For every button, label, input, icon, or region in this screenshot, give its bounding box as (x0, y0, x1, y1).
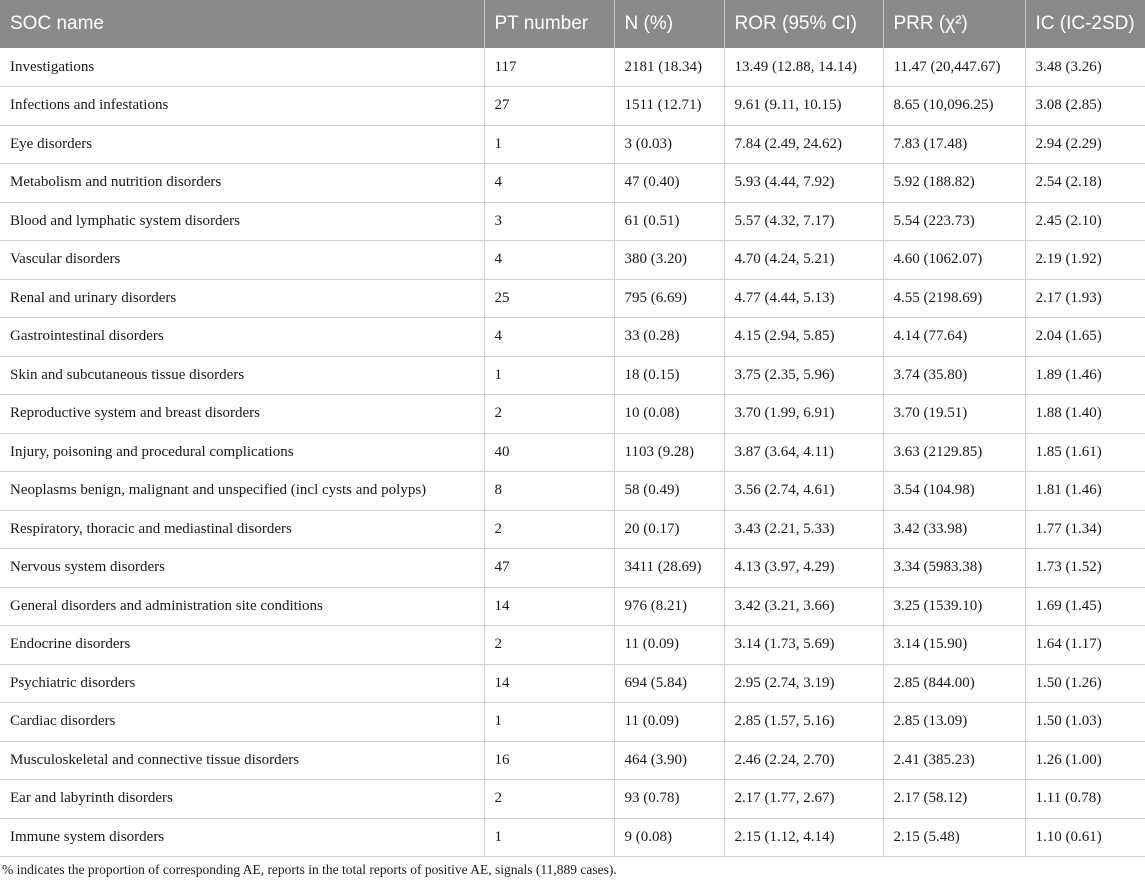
header-ic: IC (IC-2SD) (1025, 0, 1145, 48)
ic-cell: 2.04 (1.65) (1025, 318, 1145, 357)
ror-cell: 3.70 (1.99, 6.91) (724, 395, 883, 434)
n-percent-cell: 18 (0.15) (614, 356, 724, 395)
table-row (0, 818, 1145, 857)
ic-cell: 3.08 (2.85) (1025, 87, 1145, 126)
prr-cell: 2.85 (844.00) (883, 664, 1025, 703)
n-percent-cell: 47 (0.40) (614, 164, 724, 203)
ic-cell: 1.26 (1.00) (1025, 741, 1145, 780)
ic-cell: 1.10 (0.61) (1025, 818, 1145, 857)
pt-number-cell: 25 (484, 279, 614, 318)
table-row (0, 549, 1145, 588)
ic-cell: 1.88 (1.40) (1025, 395, 1145, 434)
ror-cell: 5.57 (4.32, 7.17) (724, 202, 883, 241)
ror-cell: 3.75 (2.35, 5.96) (724, 356, 883, 395)
prr-cell: 4.60 (1062.07) (883, 241, 1025, 280)
prr-cell: 4.14 (77.64) (883, 318, 1025, 357)
soc-name-cell: Psychiatric disorders (0, 664, 484, 703)
pt-number-cell: 1 (484, 703, 614, 742)
n-percent-cell: 10 (0.08) (614, 395, 724, 434)
soc-name-cell: Musculoskeletal and connective tissue disorders (0, 741, 484, 780)
soc-name-cell: General disorders and administration site conditions (0, 587, 484, 626)
prr-cell: 2.41 (385.23) (883, 741, 1025, 780)
table-row (0, 433, 1145, 472)
soc-name-cell: Immune system disorders (0, 818, 484, 857)
ic-cell: 1.50 (1.03) (1025, 703, 1145, 742)
n-percent-cell: 11 (0.09) (614, 703, 724, 742)
ic-cell: 3.48 (3.26) (1025, 48, 1145, 87)
n-percent-cell: 464 (3.90) (614, 741, 724, 780)
table-row (0, 318, 1145, 357)
table-row (0, 741, 1145, 780)
soc-name-cell: Neoplasms benign, malignant and unspecified (incl cysts and polyps) (0, 472, 484, 511)
table-row (0, 510, 1145, 549)
soc-name-cell: Injury, poisoning and procedural complications (0, 433, 484, 472)
soc-name-cell: Ear and labyrinth disorders (0, 780, 484, 819)
pt-number-cell: 2 (484, 780, 614, 819)
n-percent-cell: 58 (0.49) (614, 472, 724, 511)
n-percent-cell: 3 (0.03) (614, 125, 724, 164)
ror-cell: 4.77 (4.44, 5.13) (724, 279, 883, 318)
soc-name-cell: Eye disorders (0, 125, 484, 164)
n-percent-cell: 3411 (28.69) (614, 549, 724, 588)
pt-number-cell: 1 (484, 818, 614, 857)
ic-cell: 1.11 (0.78) (1025, 780, 1145, 819)
pt-number-cell: 2 (484, 395, 614, 434)
prr-cell: 3.74 (35.80) (883, 356, 1025, 395)
table-row (0, 703, 1145, 742)
prr-cell: 5.92 (188.82) (883, 164, 1025, 203)
ror-cell: 4.15 (2.94, 5.85) (724, 318, 883, 357)
n-percent-cell: 9 (0.08) (614, 818, 724, 857)
soc-name-cell: Investigations (0, 48, 484, 87)
soc-name-cell: Renal and urinary disorders (0, 279, 484, 318)
pt-number-cell: 4 (484, 164, 614, 203)
pt-number-cell: 8 (484, 472, 614, 511)
table-row (0, 202, 1145, 241)
prr-cell: 8.65 (10,096.25) (883, 87, 1025, 126)
pt-number-cell: 16 (484, 741, 614, 780)
pt-number-cell: 47 (484, 549, 614, 588)
n-percent-cell: 380 (3.20) (614, 241, 724, 280)
header-prr: PRR (χ²) (883, 0, 1025, 48)
ic-cell: 1.64 (1.17) (1025, 626, 1145, 665)
soc-name-cell: Reproductive system and breast disorders (0, 395, 484, 434)
prr-cell: 2.15 (5.48) (883, 818, 1025, 857)
ror-cell: 3.87 (3.64, 4.11) (724, 433, 883, 472)
soc-name-cell: Vascular disorders (0, 241, 484, 280)
soc-name-cell: Endocrine disorders (0, 626, 484, 665)
ic-cell: 1.69 (1.45) (1025, 587, 1145, 626)
pt-number-cell: 117 (484, 48, 614, 87)
ror-cell: 2.85 (1.57, 5.16) (724, 703, 883, 742)
pt-number-cell: 4 (484, 241, 614, 280)
soc-name-cell: Infections and infestations (0, 87, 484, 126)
n-percent-cell: 976 (8.21) (614, 587, 724, 626)
ror-cell: 4.13 (3.97, 4.29) (724, 549, 883, 588)
header-n-percent: N (%) (614, 0, 724, 48)
prr-cell: 3.54 (104.98) (883, 472, 1025, 511)
table-row (0, 356, 1145, 395)
table-row (0, 472, 1145, 511)
ic-cell: 2.45 (2.10) (1025, 202, 1145, 241)
n-percent-cell: 694 (5.84) (614, 664, 724, 703)
ror-cell: 5.93 (4.44, 7.92) (724, 164, 883, 203)
soc-name-cell: Cardiac disorders (0, 703, 484, 742)
table-row (0, 164, 1145, 203)
pt-number-cell: 1 (484, 356, 614, 395)
soc-name-cell: Nervous system disorders (0, 549, 484, 588)
ror-cell: 2.46 (2.24, 2.70) (724, 741, 883, 780)
n-percent-cell: 11 (0.09) (614, 626, 724, 665)
pt-number-cell: 2 (484, 510, 614, 549)
table-header (0, 0, 1145, 48)
ic-cell: 2.54 (2.18) (1025, 164, 1145, 203)
prr-cell: 3.70 (19.51) (883, 395, 1025, 434)
header-row (0, 0, 1145, 48)
pt-number-cell: 27 (484, 87, 614, 126)
prr-cell: 5.54 (223.73) (883, 202, 1025, 241)
soc-name-cell: Skin and subcutaneous tissue disorders (0, 356, 484, 395)
soc-name-cell: Respiratory, thoracic and mediastinal disorders (0, 510, 484, 549)
n-percent-cell: 1511 (12.71) (614, 87, 724, 126)
ror-cell: 2.17 (1.77, 2.67) (724, 780, 883, 819)
ror-cell: 13.49 (12.88, 14.14) (724, 48, 883, 87)
prr-cell: 7.83 (17.48) (883, 125, 1025, 164)
ror-cell: 9.61 (9.11, 10.15) (724, 87, 883, 126)
table-row (0, 395, 1145, 434)
header-pt-number: PT number (484, 0, 614, 48)
prr-cell: 3.25 (1539.10) (883, 587, 1025, 626)
ic-cell: 1.85 (1.61) (1025, 433, 1145, 472)
ic-cell: 1.50 (1.26) (1025, 664, 1145, 703)
pt-number-cell: 40 (484, 433, 614, 472)
ic-cell: 2.17 (1.93) (1025, 279, 1145, 318)
soc-name-cell: Gastrointestinal disorders (0, 318, 484, 357)
pt-number-cell: 1 (484, 125, 614, 164)
ror-cell: 3.42 (3.21, 3.66) (724, 587, 883, 626)
n-percent-cell: 93 (0.78) (614, 780, 724, 819)
ror-cell: 2.15 (1.12, 4.14) (724, 818, 883, 857)
n-percent-cell: 20 (0.17) (614, 510, 724, 549)
table-row (0, 87, 1145, 126)
ic-cell: 2.94 (2.29) (1025, 125, 1145, 164)
prr-cell: 2.17 (58.12) (883, 780, 1025, 819)
n-percent-cell: 2181 (18.34) (614, 48, 724, 87)
table-footnote: % indicates the proportion of corresponding AE, reports in the total reports of positive AE, signals (11,889 cases). (2, 862, 617, 877)
table-row (0, 664, 1145, 703)
ror-cell: 3.14 (1.73, 5.69) (724, 626, 883, 665)
ic-cell: 1.81 (1.46) (1025, 472, 1145, 511)
prr-cell: 2.85 (13.09) (883, 703, 1025, 742)
soc-name-cell: Metabolism and nutrition disorders (0, 164, 484, 203)
prr-cell: 3.34 (5983.38) (883, 549, 1025, 588)
header-soc-name: SOC name (10, 13, 104, 34)
ror-cell: 4.70 (4.24, 5.21) (724, 241, 883, 280)
ror-cell: 2.95 (2.74, 3.19) (724, 664, 883, 703)
prr-cell: 3.63 (2129.85) (883, 433, 1025, 472)
n-percent-cell: 795 (6.69) (614, 279, 724, 318)
ic-cell: 1.89 (1.46) (1025, 356, 1145, 395)
table-row (0, 241, 1145, 280)
prr-cell: 3.14 (15.90) (883, 626, 1025, 665)
pt-number-cell: 2 (484, 626, 614, 665)
pt-number-cell: 14 (484, 587, 614, 626)
table-row (0, 48, 1145, 87)
table-body (0, 48, 1145, 857)
ic-cell: 1.77 (1.34) (1025, 510, 1145, 549)
soc-name-cell: Blood and lymphatic system disorders (0, 202, 484, 241)
n-percent-cell: 61 (0.51) (614, 202, 724, 241)
pt-number-cell: 14 (484, 664, 614, 703)
table-row (0, 279, 1145, 318)
table-row (0, 626, 1145, 665)
n-percent-cell: 1103 (9.28) (614, 433, 724, 472)
n-percent-cell: 33 (0.28) (614, 318, 724, 357)
prr-cell: 3.42 (33.98) (883, 510, 1025, 549)
ror-cell: 3.43 (2.21, 5.33) (724, 510, 883, 549)
ic-cell: 1.73 (1.52) (1025, 549, 1145, 588)
ic-cell: 2.19 (1.92) (1025, 241, 1145, 280)
header-ror: ROR (95% CI) (724, 0, 883, 48)
ror-cell: 7.84 (2.49, 24.62) (724, 125, 883, 164)
pt-number-cell: 4 (484, 318, 614, 357)
ror-cell: 3.56 (2.74, 4.61) (724, 472, 883, 511)
pt-number-cell: 3 (484, 202, 614, 241)
table-row (0, 587, 1145, 626)
table-row (0, 125, 1145, 164)
prr-cell: 11.47 (20,447.67) (883, 48, 1025, 87)
prr-cell: 4.55 (2198.69) (883, 279, 1025, 318)
table-row (0, 780, 1145, 819)
